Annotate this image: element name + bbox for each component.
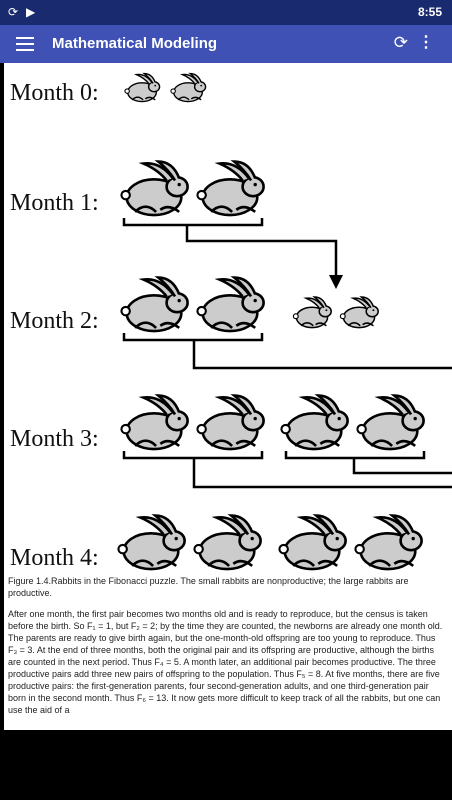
connector-line (194, 340, 452, 368)
large-rabbit-icon (281, 396, 347, 450)
status-bar (0, 0, 452, 25)
small-rabbit-icon (293, 297, 331, 328)
month-label: Month 3: (10, 426, 99, 452)
connector-line (187, 225, 336, 281)
month-label: Month 0: (10, 80, 99, 106)
small-rabbit-icon (171, 74, 206, 102)
arrow-head-icon (329, 275, 343, 289)
fibonacci-figure (4, 63, 452, 573)
refresh-icon[interactable]: ⟳ (393, 33, 408, 52)
content-area (4, 63, 452, 730)
large-rabbit-icon (355, 516, 421, 570)
month-label: Month 2: (10, 308, 99, 334)
bracket (286, 451, 424, 458)
large-rabbit-icon (121, 396, 187, 450)
month-label: Month 1: (10, 190, 99, 216)
small-rabbit-icon (125, 74, 160, 102)
large-rabbit-icon (121, 278, 187, 332)
large-rabbit-icon (197, 396, 263, 450)
page-title: Mathematical Modeling (52, 35, 218, 52)
large-rabbit-icon (357, 396, 423, 450)
app-bar (0, 25, 452, 63)
small-rabbit-icon (340, 297, 378, 328)
large-rabbit-icon (279, 516, 345, 570)
bracket (124, 333, 262, 340)
large-rabbit-icon (118, 516, 184, 570)
large-rabbit-icon (121, 162, 187, 216)
connector-line (354, 458, 452, 473)
clock: 8:55 (417, 5, 442, 19)
bottom-area (0, 730, 452, 800)
bracket (124, 451, 262, 458)
play-icon: ▶ (26, 5, 36, 19)
large-rabbit-icon (194, 516, 260, 570)
large-rabbit-icon (197, 162, 263, 216)
sync-icon: ⟳ (8, 5, 19, 19)
body-paragraph: After one month, the first pair becomes two months old and is ready to reproduce, but the census is taken before the birth. So F₁ = 1, but F₂ = 2; by the time they are counted, the newborns are already one month old. The parents are ready to give birth again, but the one-month-old offspring are too young to reproduce. Thus F₃ = 3. At the end of three months, both the original pair and its offspring are productive, although the births are counted in the next period. Thus F₄ = 5. A month later, an additional pair becomes productive. The three productive pairs add three new pairs of offspring to the population. Thus F₅ = 8. At five months, there are five productive pairs: the first-generation parents, four second-generation adults, and one third-generation pair born in the second month. Thus F₆ = 13. It now gets more difficult to keep track of all the rabbits, but one can use the aid of a (8, 609, 443, 715)
large-rabbit-icon (197, 278, 263, 332)
figure-caption: Figure 1.4.Rabbits in the Fibonacci puzzle. The small rabbits are nonproductive; the large rabbits are productive. (8, 576, 409, 598)
bracket (124, 218, 262, 225)
more-vert-icon[interactable]: ⋮ (418, 34, 434, 51)
month-label: Month 4: (10, 545, 99, 571)
hamburger-menu-icon[interactable] (14, 33, 36, 55)
